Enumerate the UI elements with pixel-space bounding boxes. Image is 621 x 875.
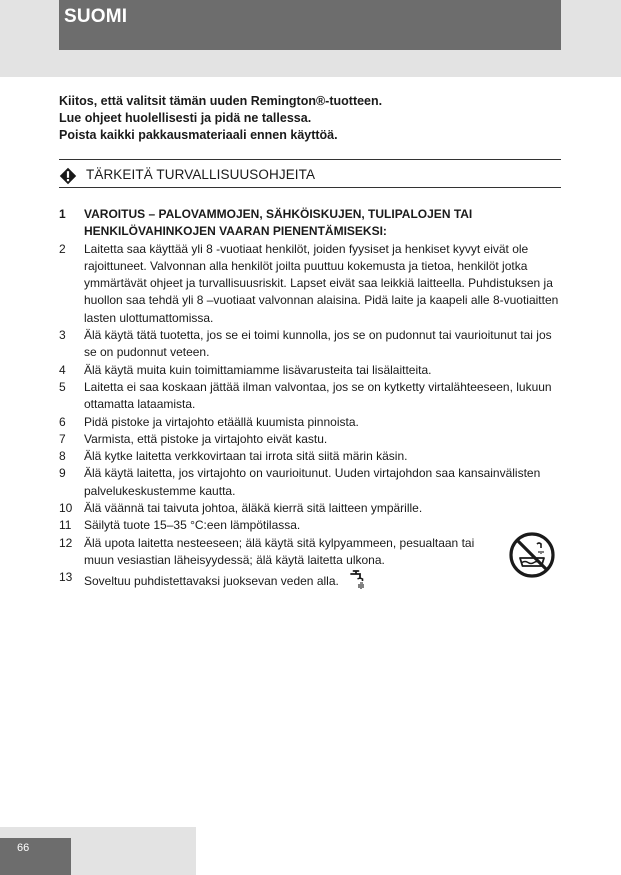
- instruction-item: [59, 362, 561, 379]
- instruction-item: [59, 535, 561, 570]
- intro-line-2: Lue ohjeet huolellisesti ja pidä ne tallessa.: [59, 111, 312, 125]
- item-number: 12: [59, 535, 73, 550]
- item-number: 1: [59, 207, 66, 221]
- language-header: [59, 0, 561, 50]
- instruction-item: [59, 327, 561, 362]
- intro-line-3: Poista kaikki pakkausmateriaali ennen käyttöä.: [59, 128, 338, 142]
- section-rule-bottom: [59, 187, 561, 188]
- item-text: Soveltuu puhdistettavaksi juoksevan veden alla.: [84, 574, 339, 589]
- item-number: 9: [59, 466, 66, 481]
- section-title: TÄRKEITÄ TURVALLISUUSOHJEITA: [86, 167, 316, 182]
- instruction-item: [59, 379, 561, 414]
- section-heading: [59, 166, 561, 186]
- item-number: 8: [59, 449, 66, 464]
- item-text: Älä käytä muita kuin toimittamiamme lisävarusteita tai lisälaitteita.: [84, 362, 432, 377]
- item-number: 13: [59, 570, 73, 585]
- instruction-item: [59, 206, 561, 241]
- item-number: 4: [59, 362, 66, 377]
- item-number: 7: [59, 431, 66, 446]
- item-text: Älä käytä laitetta, jos virtajohto on vaurioitunut. Uuden virtajohdon saa kansainvälisten palvelukeskustemme kautta.: [84, 466, 541, 498]
- item-text: Laitetta ei saa koskaan jättää ilman valvontaa, jos se on kytketty virtalähteeseen, lukuun ottamatta lataamista.: [84, 379, 552, 412]
- item-number: 10: [59, 501, 73, 516]
- item-text: Pidä pistoke ja virtajohto etäällä kuumista pinnoista.: [84, 414, 359, 429]
- section-rule-top: [59, 159, 561, 160]
- instruction-item: [59, 431, 561, 448]
- instruction-item: [59, 414, 561, 431]
- instruction-item: [59, 500, 561, 517]
- item-number: 2: [59, 241, 66, 256]
- item-text: Laitetta saa käyttää yli 8 -vuotiaat henkilöt, joiden fyysiset ja henkiset kyvyt eivät ole rajoittuneet. Valvonnan alla henkilöt joilta puuttuu kokemusta ja tietoa, henkilöt jotka ymmärtävät ohjeet ja turvallisuusriskit. Lapset eivät saa leikkiä laitteella. Puhdistuksen ja huollon saa tehdä yli 8 –vuotiaat valvonnan alaisina. Pidä laite ja kaapeli alle 8-vuotiaitten lasten ulottumattomissa.: [84, 241, 559, 325]
- item-number: 5: [59, 379, 66, 394]
- safety-instructions: [59, 206, 561, 591]
- item-text: Älä upota laitetta nesteeseen; älä käytä sitä kylpyammeen, pesualtaan tai muun vesiastian läheisyydessä; älä käytä laitetta ulkona.: [84, 535, 475, 567]
- intro-line-1: Kiitos, että valitsit tämän uuden Remington®-tuotteen.: [59, 94, 383, 108]
- item-number: 11: [59, 518, 72, 533]
- item-text: Älä väännä tai taivuta johtoa, äläkä kierrä sitä laitteen ympärille.: [84, 501, 423, 516]
- item-text: VAROITUS – PALOVAMMOJEN, SÄHKÖISKUJEN, TULIPALOJEN TAI HENKILÖVAHINKOJEN VAARAN PIENENTÄMISEKSI:: [84, 207, 473, 239]
- item-text: Säilytä tuote 15–35 °C:een lämpötilassa.: [84, 518, 301, 533]
- item-text: Älä kytke laitetta verkkovirtaan tai irrota sitä siitä märin käsin.: [84, 449, 408, 464]
- item-number: 3: [59, 328, 66, 343]
- page-number-box: [0, 838, 71, 875]
- intro-text: [59, 93, 559, 144]
- instruction-item: [59, 465, 561, 500]
- item-text: Varmista, että pistoke ja virtajohto eivät kastu.: [84, 431, 328, 446]
- item-text: Älä käytä tätä tuotetta, jos se ei toimi kunnolla, jos se on pudonnut tai vaurioitunut tai jos se on pudonnut veteen.: [84, 328, 552, 360]
- instruction-item: [59, 517, 561, 534]
- tap-water-icon: [348, 569, 370, 591]
- instruction-item: [59, 448, 561, 465]
- warning-icon: [59, 167, 77, 185]
- language-title: SUOMI: [64, 6, 128, 27]
- item-number: 6: [59, 414, 66, 429]
- page-number: 66: [17, 842, 30, 854]
- instruction-item: [59, 241, 561, 327]
- instruction-item: [59, 569, 561, 591]
